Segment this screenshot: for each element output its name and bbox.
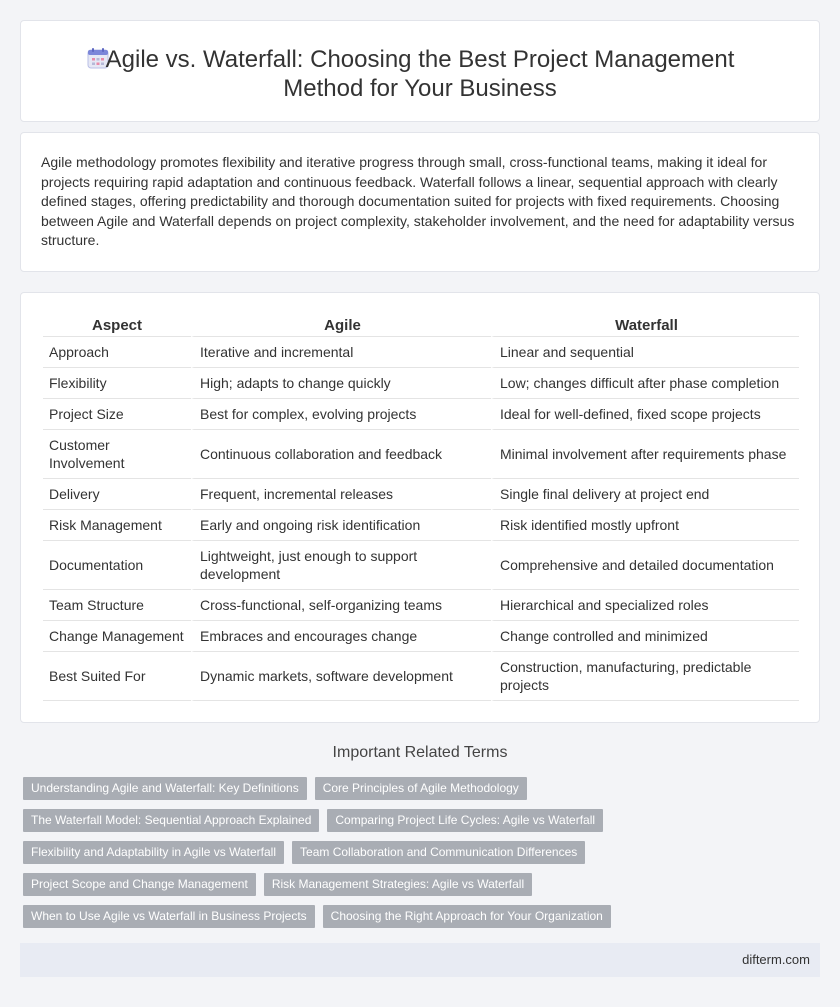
cell-aspect: Flexibility: [43, 368, 191, 399]
cell-agile: Lightweight, just enough to support development: [191, 541, 491, 590]
cell-waterfall: Hierarchical and specialized roles: [491, 590, 799, 621]
cell-waterfall: Construction, manufacturing, predictable projects: [491, 652, 799, 701]
cell-agile: Cross-functional, self-organizing teams: [191, 590, 491, 621]
cell-waterfall: Ideal for well-defined, fixed scope projects: [491, 399, 799, 430]
table-header-row: [43, 313, 799, 337]
tag-row: [23, 841, 813, 873]
cell-aspect: Risk Management: [43, 510, 191, 541]
related-term-link[interactable]: The Waterfall Model: Sequential Approach Explained: [23, 809, 319, 832]
footer-site-link[interactable]: difterm.com: [742, 952, 810, 967]
table-row: [43, 399, 799, 430]
cell-waterfall: Low; changes difficult after phase completion: [491, 368, 799, 399]
table-row: [43, 541, 799, 590]
cell-aspect: Delivery: [43, 479, 191, 510]
cell-agile: Embraces and encourages change: [191, 621, 491, 652]
header-aspect: Aspect: [43, 313, 191, 337]
cell-waterfall: Risk identified mostly upfront: [491, 510, 799, 541]
tag-row: [23, 809, 813, 841]
cell-aspect: Team Structure: [43, 590, 191, 621]
cell-agile: Continuous collaboration and feedback: [191, 430, 491, 479]
tag-row: [23, 905, 813, 937]
cell-aspect: Customer Involvement: [43, 430, 191, 479]
cell-waterfall: Minimal involvement after requirements phase: [491, 430, 799, 479]
cell-agile: Early and ongoing risk identification: [191, 510, 491, 541]
related-term-link[interactable]: Understanding Agile and Waterfall: Key Definitions: [23, 777, 307, 800]
page-title: [21, 45, 819, 103]
comparison-table-card: [20, 292, 820, 723]
cell-aspect: Documentation: [43, 541, 191, 590]
cell-agile: Best for complex, evolving projects: [191, 399, 491, 430]
table-row: [43, 368, 799, 399]
cell-waterfall: Single final delivery at project end: [491, 479, 799, 510]
table-row: [43, 479, 799, 510]
header-card: [20, 20, 820, 122]
table-row: [43, 337, 799, 368]
related-terms-heading: Important Related Terms: [332, 744, 508, 761]
comparison-table: [43, 313, 799, 701]
cell-agile: Dynamic markets, software development: [191, 652, 491, 701]
page-title-line-2: Method for Your Business: [283, 75, 557, 102]
cell-agile: Iterative and incremental: [191, 337, 491, 368]
related-term-link[interactable]: Project Scope and Change Management: [23, 873, 256, 896]
cell-waterfall: Change controlled and minimized: [491, 621, 799, 652]
cell-aspect: Project Size: [43, 399, 191, 430]
footer: [20, 943, 820, 977]
cell-aspect: Best Suited For: [43, 652, 191, 701]
related-term-link[interactable]: Choosing the Right Approach for Your Organization: [323, 905, 611, 928]
table-row: [43, 652, 799, 701]
header-waterfall: Waterfall: [491, 313, 799, 337]
cell-waterfall: Linear and sequential: [491, 337, 799, 368]
related-term-link[interactable]: Flexibility and Adaptability in Agile vs Waterfall: [23, 841, 284, 864]
cell-aspect: Approach: [43, 337, 191, 368]
table-row: [43, 510, 799, 541]
related-term-link[interactable]: Core Principles of Agile Methodology: [315, 777, 527, 800]
related-term-link[interactable]: Comparing Project Life Cycles: Agile vs Waterfall: [327, 809, 603, 832]
cell-aspect: Change Management: [43, 621, 191, 652]
header-agile: Agile: [191, 313, 491, 337]
related-terms-list: [23, 777, 813, 937]
related-term-link[interactable]: Team Collaboration and Communication Differences: [292, 841, 585, 864]
related-term-link[interactable]: Risk Management Strategies: Agile vs Waterfall: [264, 873, 532, 896]
related-term-link[interactable]: When to Use Agile vs Waterfall in Business Projects: [23, 905, 315, 928]
cell-agile: Frequent, incremental releases: [191, 479, 491, 510]
intro-paragraph: Agile methodology promotes flexibility and iterative progress through small, cross-functional teams, making it ideal for projects requiring rapid adaptation and continuous feedback. Waterfall follows a linear, sequential approach with clearly defined stages, offering predictability and thorough documentation suited for projects with fixed requirements. Choosing between Agile and Waterfall depends on project complexity, stakeholder involvement, and the need for adaptability versus structure.: [41, 154, 795, 248]
table-row: [43, 590, 799, 621]
table-row: [43, 621, 799, 652]
intro-card: [20, 132, 820, 272]
cell-agile: High; adapts to change quickly: [191, 368, 491, 399]
table-row: [43, 430, 799, 479]
cell-waterfall: Comprehensive and detailed documentation: [491, 541, 799, 590]
tag-row: [23, 777, 813, 809]
page-title-line-1: Agile vs. Waterfall: Choosing the Best Project Management: [105, 46, 735, 73]
tag-row: [23, 873, 813, 905]
